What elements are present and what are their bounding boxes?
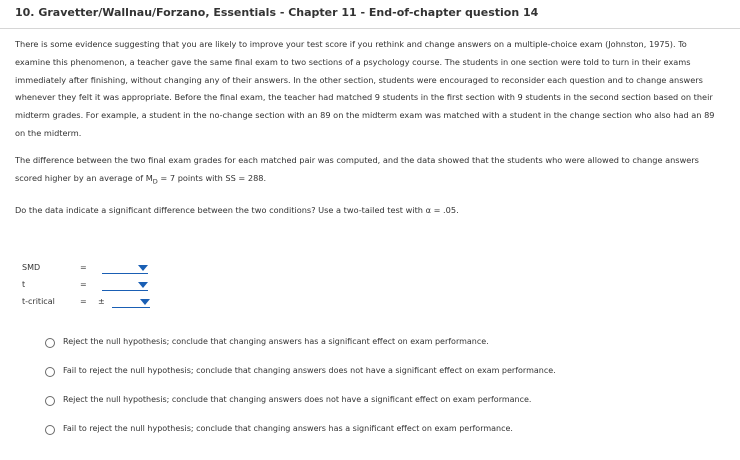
summary-paragraph xyxy=(15,152,720,188)
md-subscript: D xyxy=(152,177,158,186)
plus-minus-sign: ± xyxy=(98,297,105,306)
option-label: Fail to reject the null hypothesis; conclude that changing answers does not have a significant effect on exam performance. xyxy=(63,366,556,375)
option-label: Reject the null hypothesis; conclude that changing answers does not have a significant effect on exam performance. xyxy=(63,395,532,404)
smd-equals: = xyxy=(80,263,87,272)
title-divider xyxy=(0,28,740,29)
option-label: Fail to reject the null hypothesis; conclude that changing answers has a significant effect on exam performance. xyxy=(63,424,513,433)
radio-icon[interactable] xyxy=(45,338,55,348)
t-equals: = xyxy=(80,280,87,289)
option-label: Reject the null hypothesis; conclude that changing answers has a significant effect on exam performance. xyxy=(63,337,489,346)
instruction-paragraph: Do the data indicate a significant difference between the two conditions? Use a two-tailed test with α = .05. xyxy=(15,205,459,215)
t-critical-dropdown[interactable] xyxy=(112,297,150,308)
smd-label: SMD xyxy=(22,263,41,272)
chevron-down-icon xyxy=(140,299,150,305)
radio-icon[interactable] xyxy=(45,425,55,435)
t-dropdown[interactable] xyxy=(102,280,148,291)
problem-paragraph: There is some evidence suggesting that you are likely to improve your test score if you rethink and change answers on a multiple-choice exam (Johnston, 1975). To examine this phenomenon, a teacher gave the same final exam to two sections of a psychology course. The students in one section were told to turn in their exams immediately after finishing, without changing any of their answers. In the other section, students were encouraged to reconsider each question and to change answers whenever they felt it was appropriate. Before the final exam, the teacher had matched 9 students in the first section with 9 students in the second section based on their midterm grades. For example, a student in the no-change section with an 89 on the midterm exam was matched with a student in the change section who also had an 89 on the midterm. xyxy=(15,39,715,138)
chevron-down-icon xyxy=(138,282,148,288)
t-critical-label: t-critical xyxy=(22,297,55,306)
chevron-down-icon xyxy=(138,265,148,271)
summary-text: The difference between the two final exam grades for each matched pair was computed, and the data showed that the students who were allowed to change answers scored higher by an average of M xyxy=(15,155,699,183)
radio-icon[interactable] xyxy=(45,367,55,377)
smd-dropdown[interactable] xyxy=(102,263,148,274)
radio-icon[interactable] xyxy=(45,396,55,406)
t-label: t xyxy=(22,280,26,289)
summary-values: = 7 points with SS = 288. xyxy=(157,172,267,183)
t-critical-equals: = xyxy=(80,297,87,306)
question-title: 10. Gravetter/Wallnau/Forzano, Essentials - Chapter 11 - End-of-chapter question 14 xyxy=(15,6,539,19)
